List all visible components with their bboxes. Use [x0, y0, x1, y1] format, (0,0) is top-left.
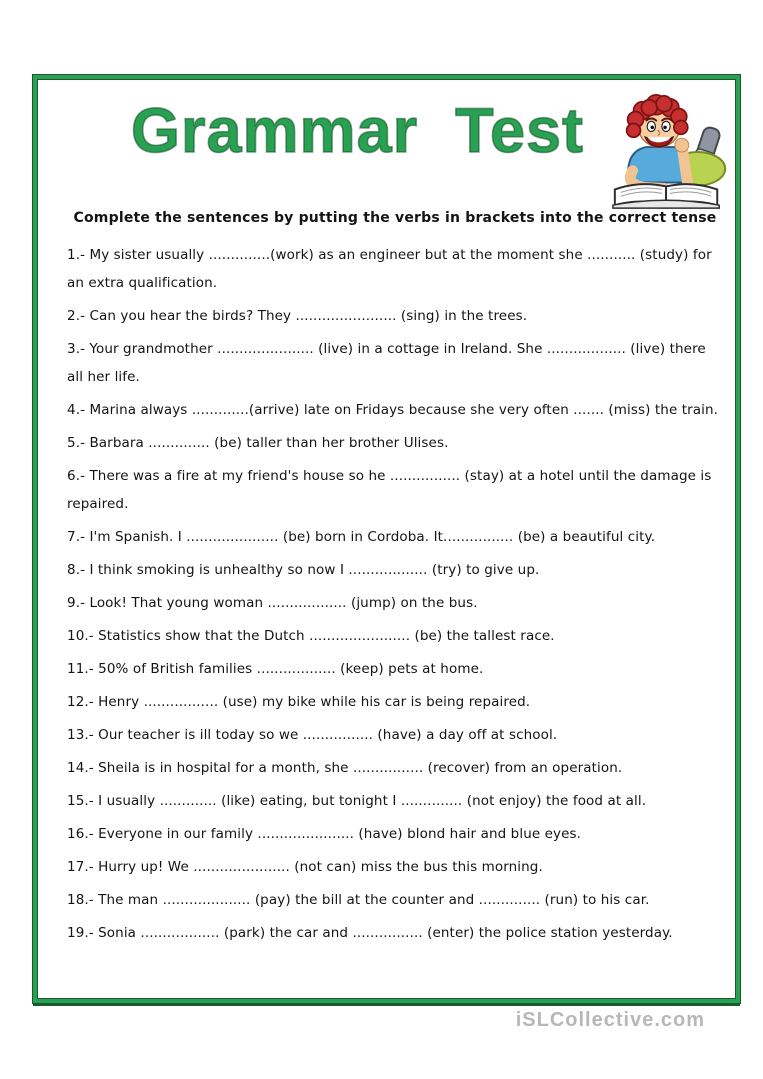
sentence-item: 3.- Your grandmother ...................... (live) in a cottage in Ireland. She .................. (live) there all her life. [67, 341, 706, 385]
worksheet-border-frame [33, 75, 740, 1003]
sentence-list [67, 241, 723, 947]
sentence-item: 16.- Everyone in our family ...................... (have) blond hair and blue eyes. [67, 826, 582, 842]
boy-reading-book-icon [605, 93, 733, 211]
sentence-item: 13.- Our teacher is ill today so we ................ (have) a day off at school. [67, 727, 558, 743]
sentence-item: 7.- I'm Spanish. I ..................... (be) born in Cordoba. It................ (be) a beautiful city. [67, 529, 656, 545]
sentence-item: 10.- Statistics show that the Dutch ....................... (be) the tallest race. [67, 628, 555, 644]
sentence-item: 12.- Henry ................. (use) my bike while his car is being repaired. [67, 694, 531, 710]
sentence-item: 14.- Sheila is in hospital for a month, she ................ (recover) from an operation. [67, 760, 623, 776]
sentence-item: 4.- Marina always .............(arrive) late on Fridays because she very often ....... (miss) the train. [67, 402, 719, 418]
sentence-item: 8.- I think smoking is unhealthy so now I .................. (try) to give up. [67, 562, 540, 578]
sentence-item: 1.- My sister usually ..............(work) as an engineer but at the moment she ........... (study) for an extra qualification. [67, 247, 712, 291]
islcollective-watermark: iSLCollective.com [515, 1009, 705, 1031]
sentence-item: 18.- The man .................... (pay) the bill at the counter and .............. (run) to his car. [67, 892, 650, 908]
sentence-item: 5.- Barbara .............. (be) taller than her brother Ulises. [67, 435, 449, 451]
instruction-text: Complete the sentences by putting the verbs in brackets into the correct tense [73, 210, 717, 226]
sentence-item: 2.- Can you hear the birds? They ....................... (sing) in the trees. [67, 308, 528, 324]
sentence-item: 15.- I usually ............. (like) eating, but tonight I .............. (not enjoy) the food at all. [67, 793, 647, 809]
sentence-item: 17.- Hurry up! We ...................... (not can) miss the bus this morning. [67, 859, 543, 875]
sentence-item: 6.- There was a fire at my friend's house so he ................ (stay) at a hotel until the damage is repaired. [67, 468, 712, 512]
sentence-item: 9.- Look! That young woman .................. (jump) on the bus. [67, 595, 478, 611]
sentence-item: 11.- 50% of British families .................. (keep) pets at home. [67, 661, 484, 677]
sentence-item: 19.- Sonia .................. (park) the car and ................ (enter) the police station yesterday. [67, 925, 673, 941]
worksheet-title: Grammar Test [130, 96, 584, 166]
worksheet-body [67, 210, 723, 952]
